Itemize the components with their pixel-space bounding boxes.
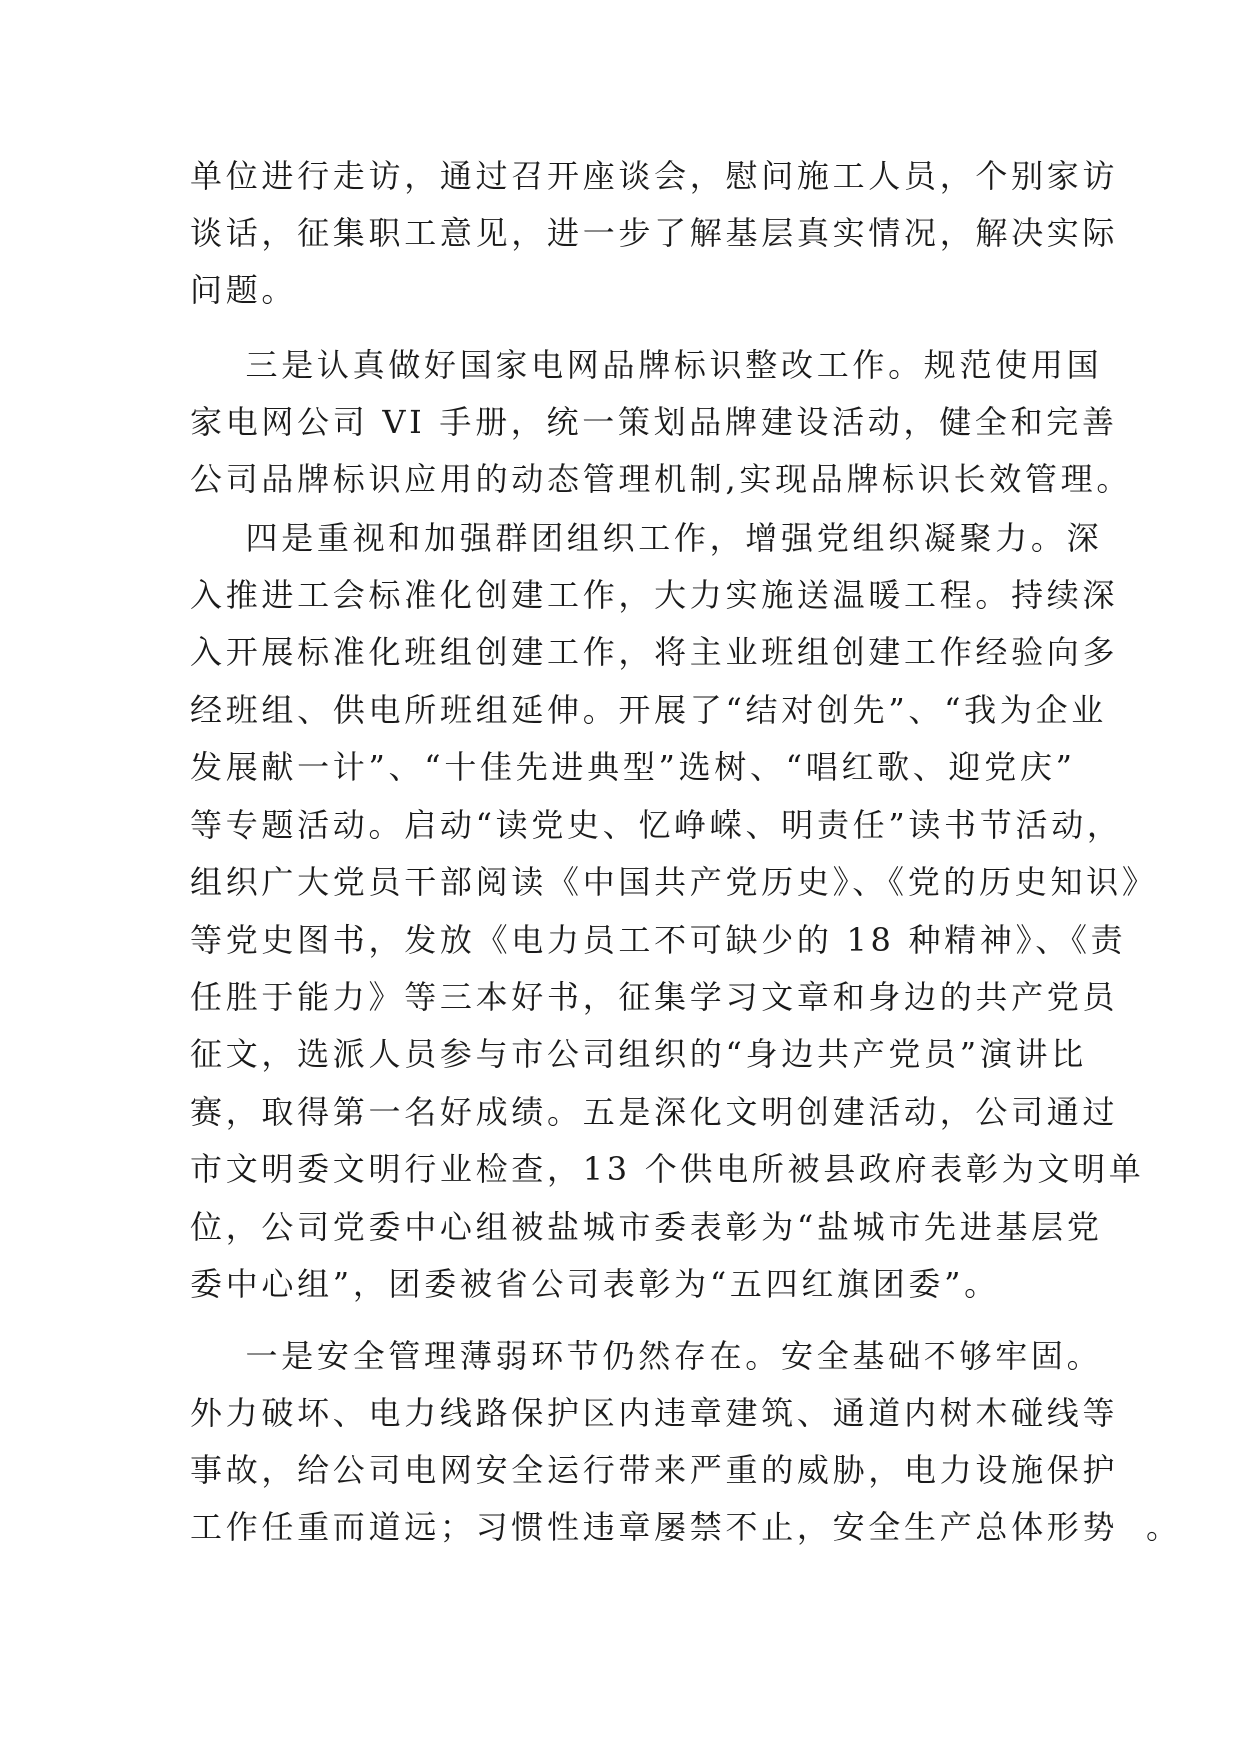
text-line: 市文明委文明行业检查，13 个供电所被县政府表彰为文明单 (190, 1150, 1145, 1188)
text-line: 发展献一计”、“十佳先进典型”选树、“唱红歌、迎党庆” (190, 748, 1076, 786)
text-line: 四是重视和加强群团组织工作，增强党组织凝聚力。深 (190, 519, 1103, 557)
text-line: 谈话，征集职工意见，进一步了解基层真实情况，解决实际 (190, 214, 1119, 252)
text-line: 位，公司党委中心组被盐城市委表彰为“盐城市先进基层党 (190, 1208, 1103, 1246)
text-line: 等党史图书，发放《电力员工不可缺少的 18 种精神》、《责 (190, 921, 1127, 959)
text-line: 组织广大党员干部阅读《中国共产党历史》、《党的历史知识》 (190, 863, 1158, 901)
text-line: 问题。 (190, 271, 298, 309)
text-line: 家电网公司 VI 手册，统一策划品牌建设活动，健全和完善 (190, 403, 1118, 441)
text-line: 经班组、供电所班组延伸。开展了“结对创先”、“我为企业 (190, 691, 1107, 729)
text-line: 委中心组”，团委被省公司表彰为“五四红旗团委”。 (190, 1265, 1000, 1303)
text-line: 任胜于能力》等三本好书，征集学习文章和身边的共产党员 (190, 978, 1119, 1016)
text-line: 公司品牌标识应用的动态管理机制,实现品牌标识长效管理。 (190, 460, 1133, 498)
text-line: 单位进行走访，通过召开座谈会，慰问施工人员，个别家访 (190, 157, 1119, 195)
text-line: 一是安全管理薄弱环节仍然存在。安全基础不够牢固。 (190, 1337, 1103, 1375)
text-line: 入推进工会标准化创建工作，大力实施送温暖工程。持续深 (190, 576, 1119, 614)
text-line: 三是认真做好国家电网品牌标识整改工作。规范使用国 (190, 346, 1103, 384)
text-line: 工作任重而道远；习惯性违章屡禁不止，安全生产总体形势 。 (190, 1508, 1182, 1546)
text-line: 赛，取得第一名好成绩。五是深化文明创建活动，公司通过 (190, 1093, 1119, 1131)
text-line: 征文，选派人员参与市公司组织的“身边共产党员”演讲比 (190, 1035, 1087, 1073)
text-line: 外力破坏、电力线路保护区内违章建筑、通道内树木碰线等 (190, 1394, 1119, 1432)
text-line: 入开展标准化班组创建工作，将主业班组创建工作经验向多 (190, 633, 1119, 671)
text-line: 等专题活动。启动“读党史、忆峥嵘、明责任”读书节活动， (190, 806, 1123, 844)
text-line: 事故，给公司电网安全运行带来严重的威胁，电力设施保护 (190, 1451, 1119, 1489)
